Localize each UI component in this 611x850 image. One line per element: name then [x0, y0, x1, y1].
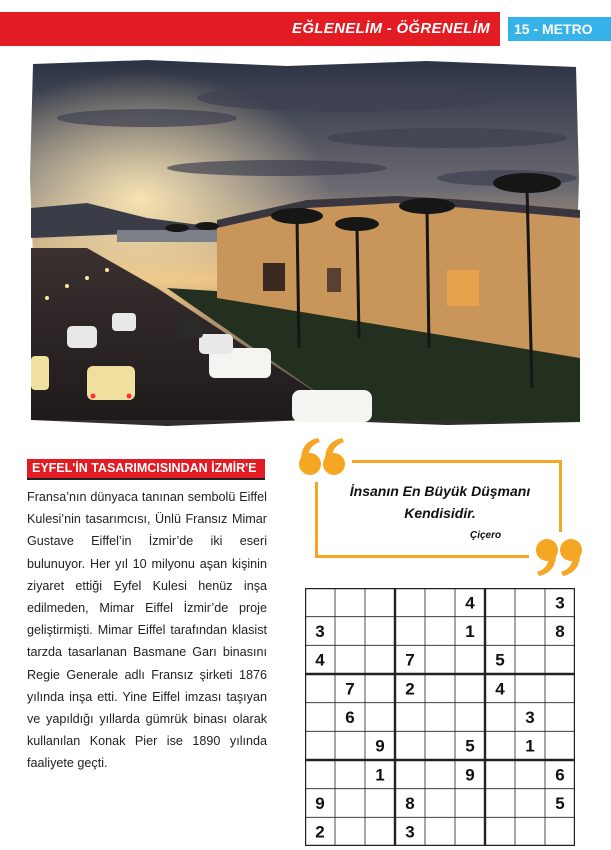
sudoku-given-digit: 9	[315, 794, 325, 813]
quote-line-2: Kendisidir.	[404, 505, 476, 521]
sudoku-given-digit: 3	[555, 593, 565, 613]
article-heading-bar	[27, 459, 265, 480]
sudoku-given-digit: 7	[345, 679, 355, 699]
sudoku-given-digit: 4	[495, 679, 505, 699]
sudoku-given-digit: 5	[465, 736, 475, 756]
sudoku-given-digit: 4	[465, 593, 475, 613]
sudoku-given-digit: 7	[405, 650, 415, 670]
sudoku-given-digit: 1	[525, 736, 535, 756]
sudoku-given-digit: 5	[495, 650, 505, 670]
sudoku-given-digit: 9	[465, 765, 475, 785]
sudoku-given-digit: 2	[315, 822, 325, 842]
sudoku-given-digit: 1	[375, 765, 385, 785]
sudoku-given-digit: 6	[345, 708, 355, 727]
izmir-evening-photo	[27, 58, 582, 428]
sudoku-given-digit: 3	[525, 708, 535, 727]
sudoku-given-digit: 3	[315, 622, 325, 641]
sudoku-given-digit: 3	[405, 822, 415, 842]
open-quote-icon	[296, 432, 352, 482]
sudoku-given-digit: 6	[555, 765, 565, 785]
sudoku-given-digit: 5	[555, 794, 565, 813]
sudoku-given-digit: 4	[315, 650, 325, 670]
quote-text	[318, 480, 562, 524]
quote-author: Çiçero	[470, 530, 502, 541]
sudoku-given-digit: 9	[375, 736, 385, 756]
section-title: EĞLENELİM - ÖĞRENELİM	[292, 20, 490, 37]
close-quote-icon	[529, 532, 585, 582]
sudoku-given-digit: 1	[465, 622, 475, 641]
sudoku-given-digit: 2	[405, 679, 415, 699]
quote-line-1: İnsanın En Büyük Düşmanı	[349, 483, 531, 499]
sudoku-grid	[305, 588, 575, 846]
article-heading: EYFEL'İN TASARIMCISINDAN İZMİR'E	[32, 461, 257, 475]
section-header-bar	[0, 12, 500, 46]
page-number-badge: 15 - METRO	[508, 17, 611, 41]
article-body: Fransa’nın dünyaca tanınan sembolü Eiffel Kulesi’nin tasarımcısı, Ünlü Fransız Mimar Gustave Eiffel’in İzmir’de iki eseri bulunuyor. Her yıl 10 milyonu aşan kişinin ziyaret ettiği Eyfel Kulesi henüz inşa edilmeden, Mimar Eiffel İzmir’de proje geliştirmişti. Mimar Eiffel tarafından klasist tarzda tasarlanan Basmane Garı binasını Regie Generale adlı Fransız şirketi 1876 yılında inşa etti. Yine Eiffel imzası taşıyan ve yapıldığı yıllarda gümrük binası olarak kullanılan Konak Pier ise 1890 yılında faaliyete geçti.	[27, 490, 267, 771]
sudoku-given-digit: 8	[405, 794, 415, 813]
sudoku-given-digit: 8	[555, 622, 565, 641]
